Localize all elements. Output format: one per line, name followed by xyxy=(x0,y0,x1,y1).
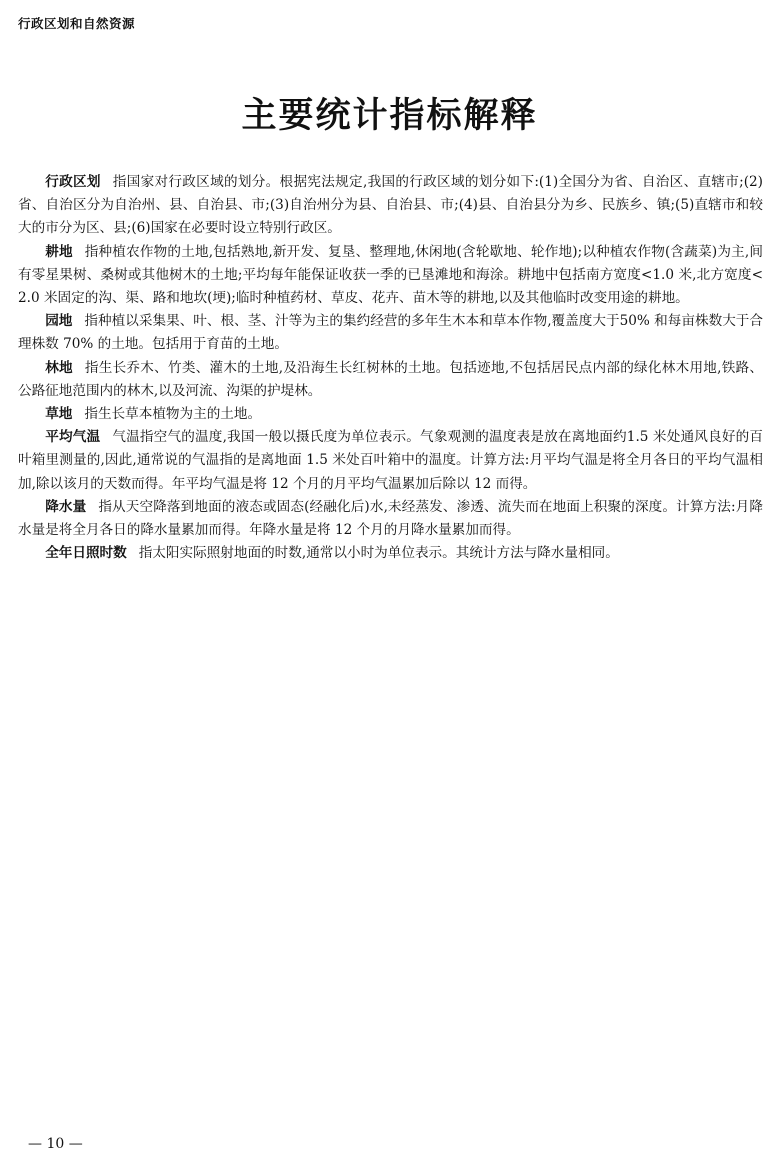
definition-term: 园地 xyxy=(45,313,73,330)
definition-entry xyxy=(18,171,763,241)
definition-term: 行政区划 xyxy=(45,174,101,190)
definition-text: 指从天空降落到地面的液态或固态(经融化后)水,未经蒸发、渗透、流失而在地面上积聚的深度。计算方法:月降水量是将全月各日的降水量累加而得。年降水量是将 12 个月的月降水量累加而得。 xyxy=(18,498,763,539)
definition-entry xyxy=(18,357,763,403)
definition-term: 耕地 xyxy=(45,243,73,260)
definition-text: 指生长草本植物为主的土地。 xyxy=(84,406,262,423)
definitions-list xyxy=(18,171,763,565)
definition-text: 指生长乔木、竹类、灌木的土地,及沿海生长红树林的土地。包括迹地,不包括居民点内部的绿化林木用地,铁路、公路征地范围内的林木,以及河流、沟渠的护堤林。 xyxy=(18,359,764,399)
definition-entry xyxy=(18,426,763,496)
definition-entry xyxy=(18,310,763,356)
page-number: — 10 — xyxy=(28,1136,83,1152)
definition-entry xyxy=(18,403,763,426)
running-header: 行政区划和自然资源 xyxy=(18,16,136,31)
definition-term: 全年日照时数 xyxy=(45,545,127,562)
definition-term: 平均气温 xyxy=(45,429,101,446)
definition-term: 草地 xyxy=(45,406,73,423)
definition-term: 降水量 xyxy=(45,498,87,515)
definition-text: 指太阳实际照射地面的时数,通常以小时为单位表示。其统计方法与降水量相同。 xyxy=(138,545,619,562)
definition-text: 指种植农作物的土地,包括熟地,新开发、复垦、整理地,休闲地(含轮歇地、轮作地);以种植农作物(含蔬菜)为主,间有零星果树、桑树或其他树木的土地;平均每年能保证收获一季的已垦滩地和海涂。耕地中包括南方宽度<1.0 米,北方宽度<2.0 米固定的沟、渠、路和地坎(埂);临时种植药材、草皮、花卉、苗木等的耕地,以及其他临时改变用途的耕地。 xyxy=(18,243,763,307)
definition-term: 林地 xyxy=(45,359,73,376)
definition-text: 指国家对行政区域的划分。根据宪法规定,我国的行政区域的划分如下:(1)全国分为省、自治区、直辖市;(2)省、自治区分为自治州、县、自治县、市;(3)自治州分为县、自治县、市;(4)县、自治县分为乡、民族乡、镇;(5)直辖市和较大的市分为区、县;(6)国家在必要时设立特别行政区。 xyxy=(18,174,763,237)
definition-text: 气温指空气的温度,我国一般以摄氏度为单位表示。气象观测的温度表是放在离地面约1.5 米处通风良好的百叶箱里测量的,因此,通常说的气温指的是离地面 1.5 米处百叶箱中的温度。计算方法:月平均气温是将全月各日的平均气温相加,除以该月的天数而得。年平均气温是将 12 个月的月平均气温累加后除以 12 而得。 xyxy=(18,429,764,492)
definition-entry xyxy=(18,542,763,565)
definition-entry xyxy=(18,496,763,542)
definition-entry xyxy=(18,241,763,311)
page-title: 主要统计指标解释 xyxy=(241,95,538,136)
definition-text: 指种植以采集果、叶、根、茎、汁等为主的集约经营的多年生木本和草本作物,覆盖度大于50% 和每亩株数大于合理株数 70% 的土地。包括用于育苗的土地。 xyxy=(18,313,764,353)
